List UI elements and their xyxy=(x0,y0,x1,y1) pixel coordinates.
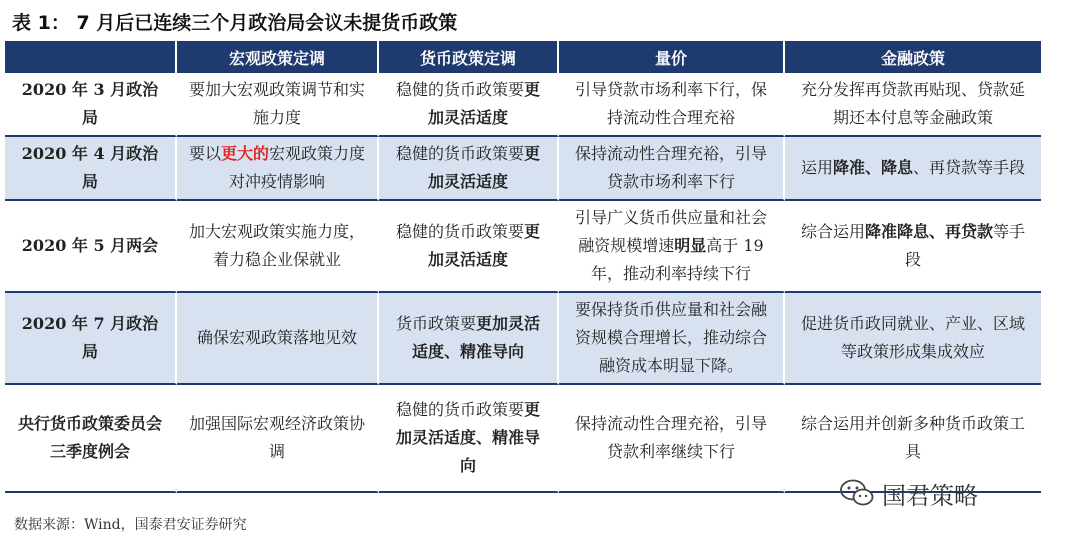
header-price: 量价 xyxy=(559,41,785,73)
cell-text: 保持流动性合理充裕，引导贷款利率继续下行 xyxy=(574,414,767,461)
cell-finance xyxy=(785,137,1041,201)
cell-text: 加大宏观政策实施力度，着力稳企业保就业 xyxy=(188,222,365,269)
cell-macro xyxy=(177,293,379,385)
table-header-row xyxy=(5,41,1041,73)
cell-finance xyxy=(785,73,1041,137)
cell-text: 引导贷款市场利率下行，保持流动性合理充裕 xyxy=(574,80,767,127)
emphasis-text: 更加灵活适度、精准导向 xyxy=(411,314,541,361)
header-corner xyxy=(5,41,177,73)
wechat-icon xyxy=(840,479,874,507)
table-title: 表 1： 7 月后已连续三个月政治局会议未提货币政策 xyxy=(12,12,458,34)
cell-text: 综合运用并创新多种货币政策工具 xyxy=(800,414,1025,461)
cell-text: 要加大宏观政策调节和实施力度 xyxy=(188,80,365,127)
header-finance: 金融政策 xyxy=(785,41,1041,73)
cell-text: 等手段 xyxy=(904,222,1026,269)
cell-monetary xyxy=(379,385,559,493)
emphasis-text-red: 更大的 xyxy=(220,144,269,163)
emphasis-text: 更加灵活适度 xyxy=(427,144,541,191)
cell-text: 稳健的货币政策要 xyxy=(395,222,524,241)
cell-finance xyxy=(785,201,1041,293)
cell-macro xyxy=(177,201,379,293)
cell-text: 要保持货币供应量和社会融资规模合理增长，推动综合融资成本明显下降。 xyxy=(574,300,767,375)
cell-price xyxy=(559,201,785,293)
cell-text: 加强国际宏观经济政策协调 xyxy=(188,414,365,461)
row-label: 2020 年 7 月政治局 xyxy=(5,293,177,385)
watermark-text: 国君策略 xyxy=(882,481,978,510)
emphasis-text: 降准降息、再贷款 xyxy=(864,222,993,241)
cell-macro xyxy=(177,137,379,201)
cell-text: 稳健的货币政策要 xyxy=(395,80,524,99)
row-label: 央行货币政策委员会三季度例会 xyxy=(5,385,177,493)
emphasis-text: 降准、降息 xyxy=(832,158,913,177)
table-row xyxy=(5,201,1041,293)
row-label: 2020 年 3 月政治局 xyxy=(5,73,177,137)
header-macro: 宏观政策定调 xyxy=(177,41,379,73)
cell-monetary xyxy=(379,293,559,385)
watermark xyxy=(840,478,978,508)
cell-price xyxy=(559,293,785,385)
table-row xyxy=(5,293,1041,385)
cell-text: 引导广义货币供应量和社会融资规模增速 xyxy=(574,208,767,255)
row-label: 2020 年 4 月政治局 xyxy=(5,137,177,201)
source-note: 数据来源：Wind，国泰君安证券研究 xyxy=(14,517,247,533)
cell-macro xyxy=(177,385,379,493)
cell-text: 促进货币政同就业、产业、区域等政策形成集成效应 xyxy=(800,314,1025,361)
cell-text: 货币政策要 xyxy=(395,314,476,333)
cell-text: 稳健的货币政策要 xyxy=(395,144,524,163)
cell-price xyxy=(559,385,785,493)
cell-text: 、再贷款等手段 xyxy=(913,158,1026,177)
table-row xyxy=(5,137,1041,201)
emphasis-text: 明显 xyxy=(674,236,707,255)
table-row xyxy=(5,73,1041,137)
cell-monetary xyxy=(379,137,559,201)
header-monetary: 货币政策定调 xyxy=(379,41,559,73)
cell-text: 充分发挥再贷款再贴现、贷款延期还本付息等金融政策 xyxy=(800,80,1025,127)
emphasis-text: 更加灵活适度、精准导向 xyxy=(395,400,541,475)
cell-monetary xyxy=(379,201,559,293)
emphasis-text: 更加灵活适度 xyxy=(427,222,541,269)
cell-text: 高于 19 年，推动利率持续下行 xyxy=(590,236,764,283)
cell-text: 运用 xyxy=(800,158,833,177)
cell-monetary xyxy=(379,73,559,137)
cell-text: 宏观政策力度对冲疫情影响 xyxy=(228,144,366,191)
cell-text: 要以 xyxy=(188,144,221,163)
cell-text: 稳健的货币政策要 xyxy=(395,400,524,419)
cell-macro xyxy=(177,73,379,137)
cell-price xyxy=(559,137,785,201)
cell-text: 综合运用 xyxy=(800,222,865,241)
row-label: 2020 年 5 月两会 xyxy=(5,201,177,293)
cell-price xyxy=(559,73,785,137)
policy-table xyxy=(5,41,1041,493)
cell-text: 保持流动性合理充裕，引导贷款市场利率下行 xyxy=(574,144,767,191)
cell-finance xyxy=(785,293,1041,385)
cell-text: 确保宏观政策落地见效 xyxy=(196,328,357,347)
emphasis-text: 更加灵活适度 xyxy=(427,80,541,127)
